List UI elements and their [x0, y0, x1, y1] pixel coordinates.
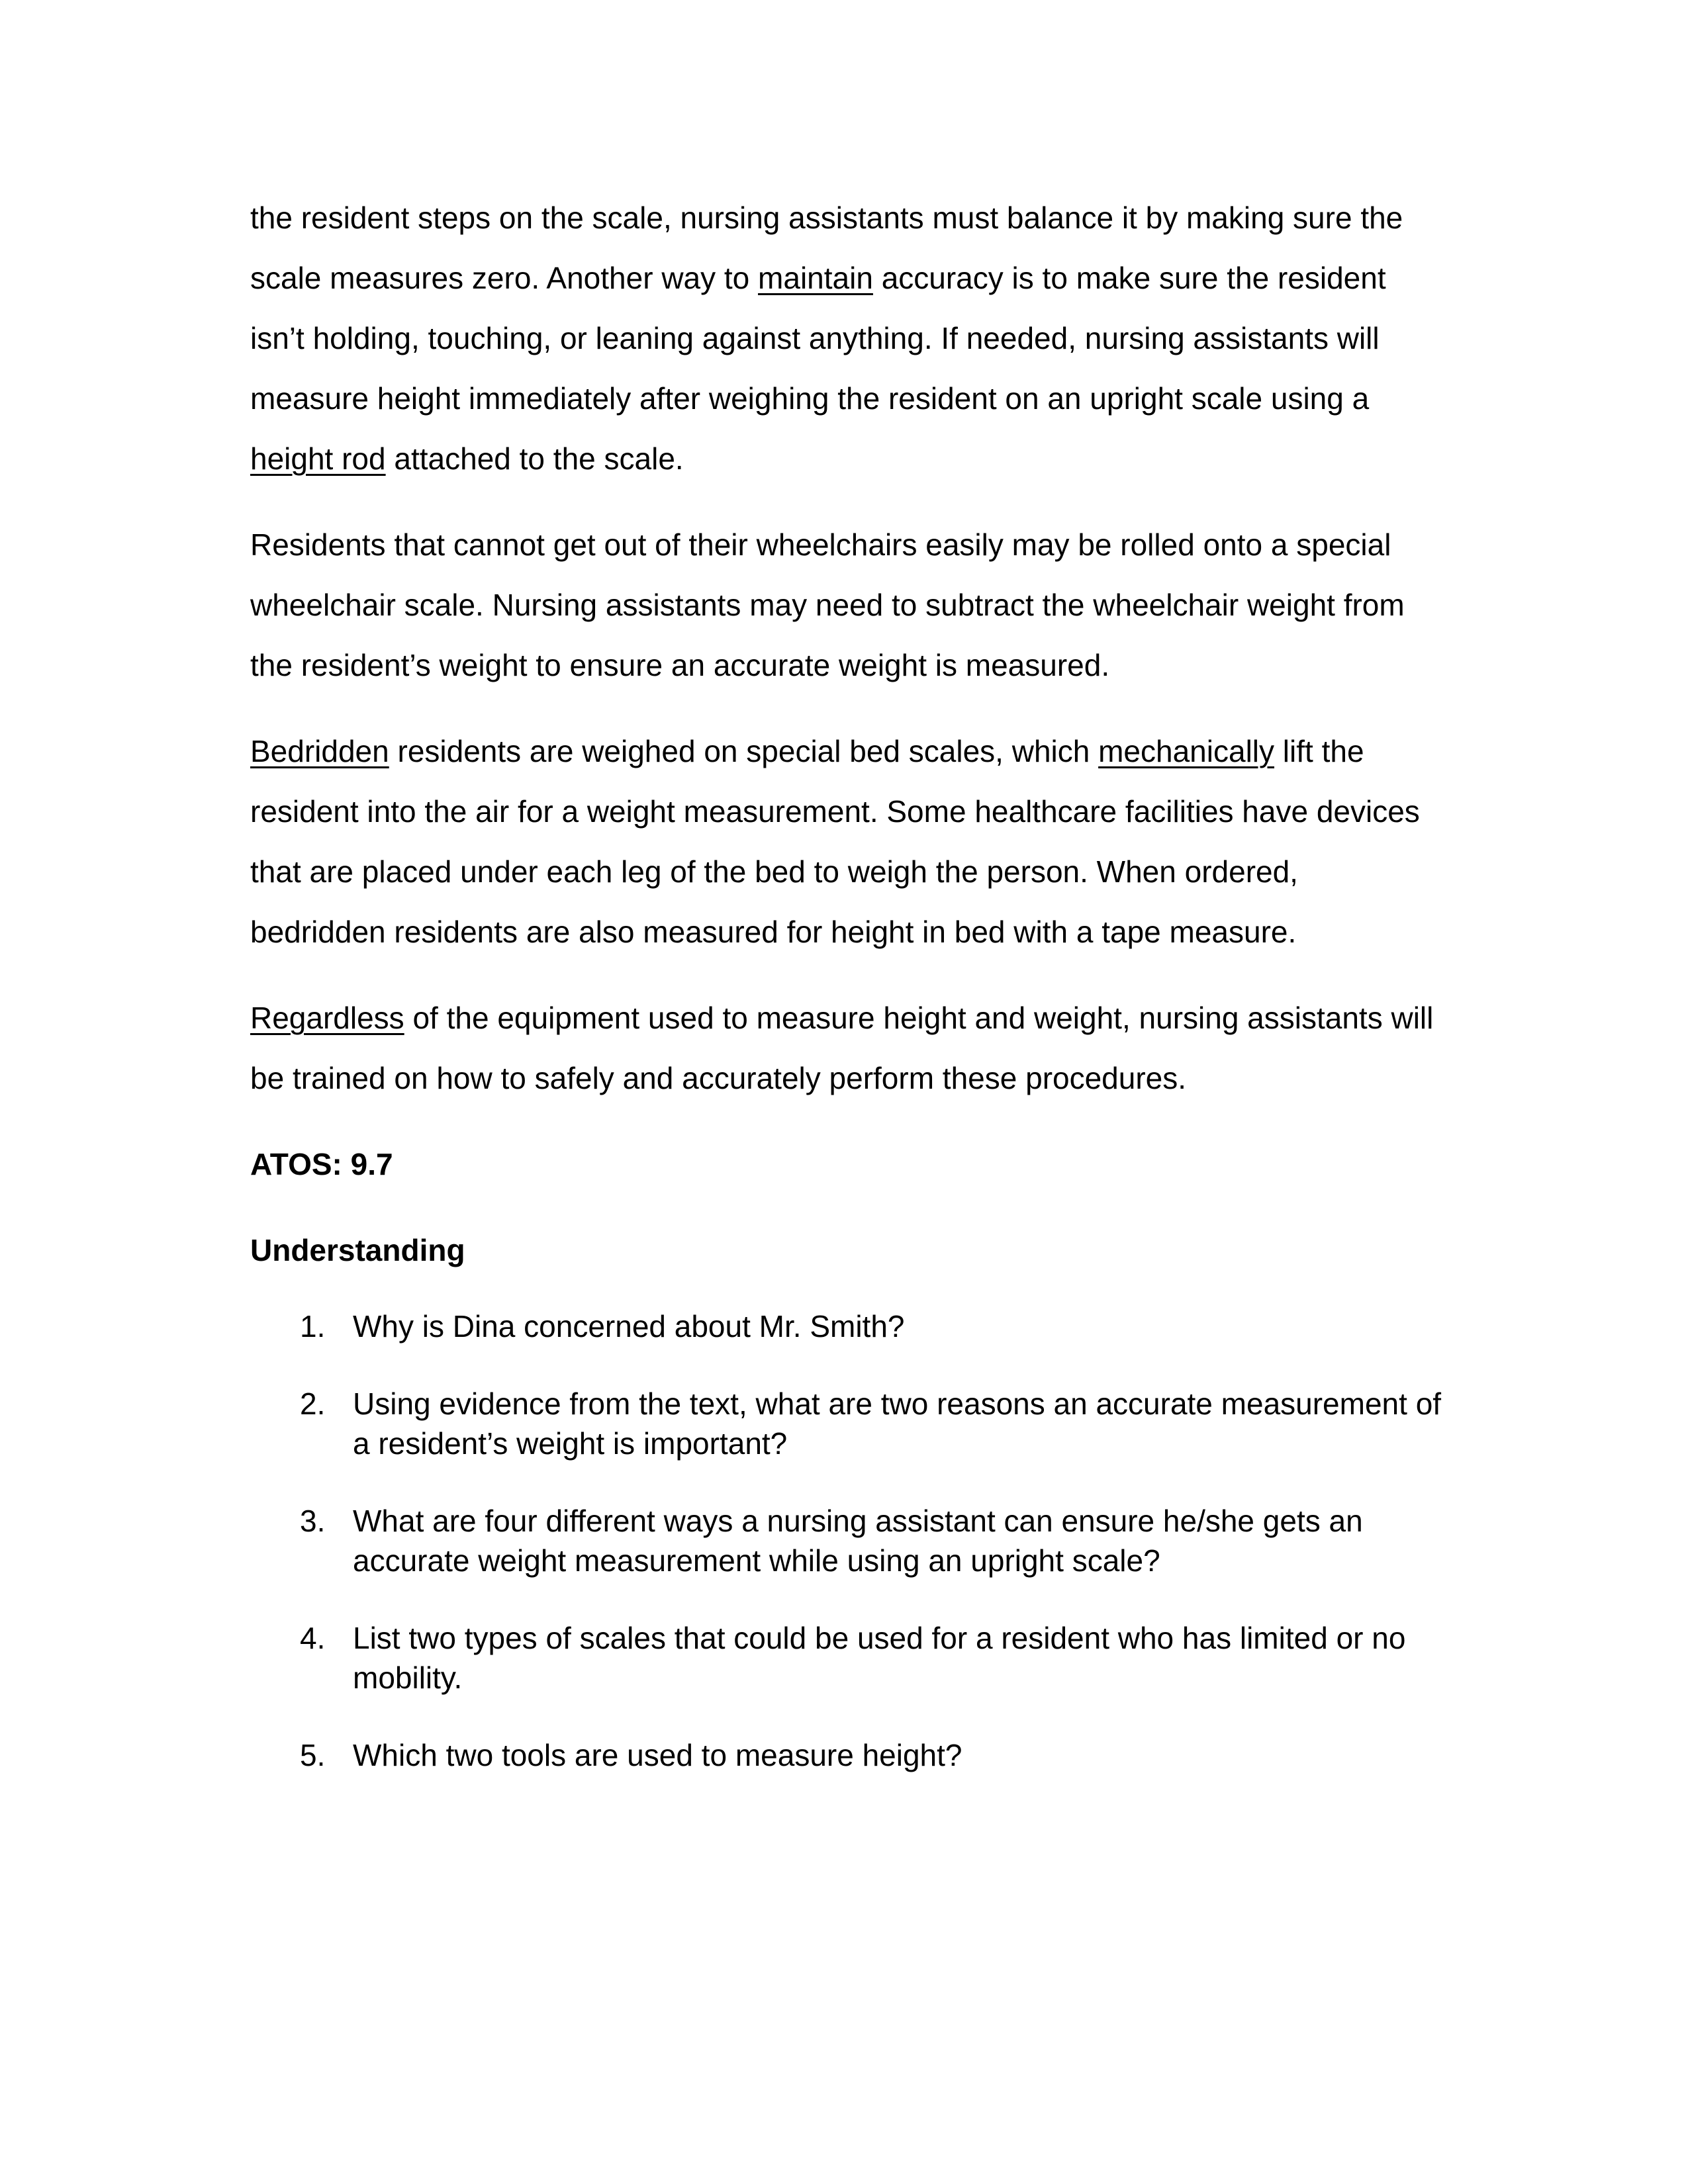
underlined-term-maintain: maintain — [758, 261, 873, 295]
question-text: List two types of scales that could be used for a resident who has limited or no mobility. — [353, 1621, 1406, 1695]
underlined-term-height-rod: height rod — [250, 441, 386, 476]
paragraph-wheelchair-scale — [250, 515, 1442, 696]
question-item-1 — [300, 1306, 1442, 1346]
question-item-4 — [300, 1618, 1442, 1698]
section-heading-text: Understanding — [250, 1233, 465, 1267]
atos-score-label — [250, 1134, 1442, 1195]
paragraph-text: residents are weighed on special bed scales, which — [389, 734, 1099, 768]
paragraph-bed-scales — [250, 721, 1442, 962]
document-content — [250, 188, 1442, 1813]
paragraph-training — [250, 988, 1442, 1109]
question-item-5 — [300, 1735, 1442, 1775]
understanding-question-list — [250, 1306, 1442, 1775]
paragraph-text: attached to the scale. — [385, 441, 684, 476]
paragraph-text: Residents that cannot get out of their wheelchairs easily may be rolled onto a special wheelchair scale. Nursing assistants may need to subtract the wheelchair weight from the resident’s weight to ensure an accurate weight is measured. — [250, 527, 1405, 682]
paragraph-text: of the equipment used to measure height and weight, nursing assistants will be trained on how to safely and accurately perform these procedures. — [250, 1001, 1434, 1095]
atos-score-text: ATOS: 9.7 — [250, 1147, 393, 1181]
question-number: 1. — [300, 1309, 326, 1343]
paragraph-weighing-upright-scale — [250, 188, 1442, 489]
question-text: Using evidence from the text, what are two reasons an accurate measurement of a resident’s weight is important? — [353, 1387, 1442, 1461]
question-text: Why is Dina concerned about Mr. Smith? — [353, 1309, 905, 1343]
underlined-term-mechanically: mechanically — [1098, 734, 1275, 768]
paragraph-text: accuracy is to make sure the resident isn’t holding, touching, or leaning against anything. If needed, nursing assistants will measure height immediately after weighing the resident on an upright scale using a — [250, 261, 1386, 416]
question-number: 3. — [300, 1504, 326, 1538]
question-item-3 — [300, 1501, 1442, 1580]
question-text: What are four different ways a nursing assistant can ensure he/she gets an accurate weight measurement while using an upright scale? — [353, 1504, 1363, 1578]
question-number: 5. — [300, 1738, 326, 1772]
underlined-term-regardless: Regardless — [250, 1001, 404, 1035]
question-number: 4. — [300, 1621, 326, 1655]
paragraph-text: the resident steps on the scale, nursing assistants must balance it by making sure the scale measures zero. Another way to — [250, 201, 1403, 295]
section-heading-understanding — [250, 1220, 1442, 1281]
paragraph-text: lift the resident into the air for a weight measurement. Some healthcare facilities have devices that are placed under each leg of the bed to weigh the person. When ordered, bedridden residents are also measured for height in bed with a tape measure. — [250, 734, 1420, 949]
underlined-term-bedridden: Bedridden — [250, 734, 389, 768]
question-item-2 — [300, 1384, 1442, 1463]
question-number: 2. — [300, 1387, 326, 1421]
question-text: Which two tools are used to measure height? — [353, 1738, 962, 1772]
